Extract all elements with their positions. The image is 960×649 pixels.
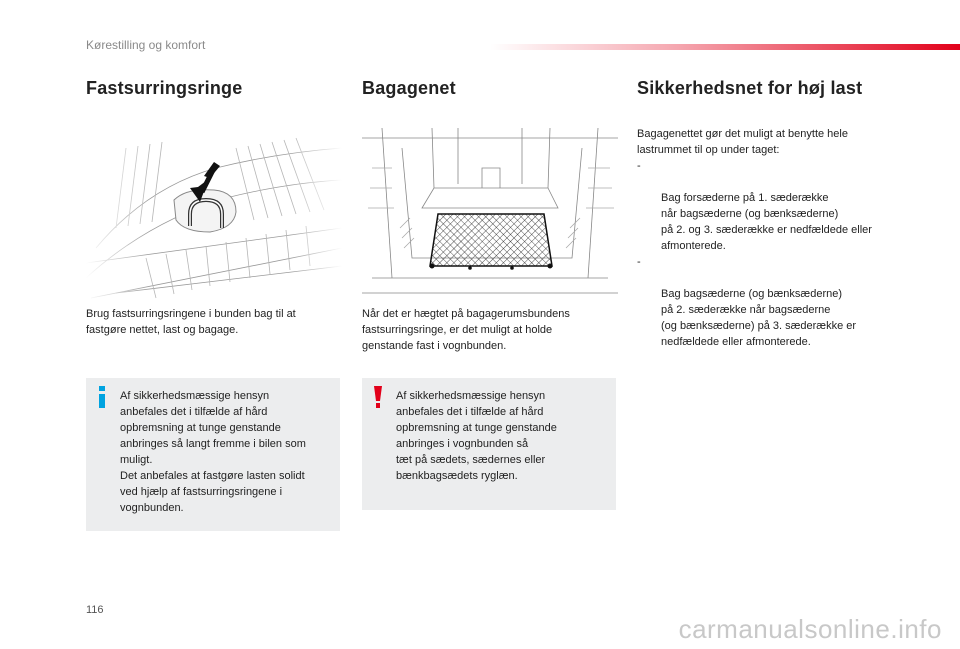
warning-note xyxy=(362,378,616,510)
list-dash: - xyxy=(637,160,641,172)
list-item xyxy=(637,254,897,350)
warning-icon xyxy=(372,386,384,408)
section-title-high-load-net: Sikkerhedsnet for høj last xyxy=(637,78,863,98)
section-title-luggage-net: Bagagenet xyxy=(362,78,456,98)
high-load-net-intro: Bagagenettet gør det muligt at benytte hele lastrummet til op under taget: xyxy=(637,128,848,156)
info-icon xyxy=(96,386,108,408)
watermark: carmanualsonline.info xyxy=(678,614,942,644)
anchoring-ring-illustration xyxy=(86,128,342,300)
info-note xyxy=(86,378,340,531)
high-load-net-list xyxy=(637,158,897,350)
list-item-text: Bag forsæderne på 1. sæderække når bagsæderne (og bænksæderne) på 2. og 3. sæderække er nedfældede eller afmonterede. xyxy=(661,192,872,252)
list-item xyxy=(637,158,897,254)
luggage-net-illustration xyxy=(362,128,618,300)
list-item-text: Bag bagsæderne (og bænksæderne) på 2. sæderække når bagsæderne (og bænksæderne) på 3. sæderække er nedfældede eller afmonterede. xyxy=(661,288,857,348)
header-accent-bar xyxy=(490,44,960,50)
header-section-title: Kørestilling og komfort xyxy=(86,38,206,52)
warning-note-text: Af sikkerhedsmæssige hensyn anbefales det i tilfælde af hård opbremsning at tunge genstande anbringes i vognbunden så tæt på sædets, sædernes eller bænkbagsædets ryglæn. xyxy=(396,390,557,482)
list-dash: - xyxy=(637,256,641,268)
anchoring-rings-description: Brug fastsurringsringene i bunden bag til at fastgøre nettet, last og bagage. xyxy=(86,308,296,336)
luggage-net-description: Når det er hægtet på bagagerumsbundens fastsurringsringe, er det muligt at holde genstande fast i vognbunden. xyxy=(362,308,570,352)
section-title-anchoring-rings: Fastsurringsringe xyxy=(86,78,243,98)
page-number: 116 xyxy=(86,604,104,616)
info-note-text: Af sikkerhedsmæssige hensyn anbefales det i tilfælde af hård opbremsning at tunge genstande anbringes så langt fremme i bilen som muligt. Det anbefales at fastgøre lasten solidt ved hjælp af fastsurringsringene i vognbunden. xyxy=(120,390,306,514)
